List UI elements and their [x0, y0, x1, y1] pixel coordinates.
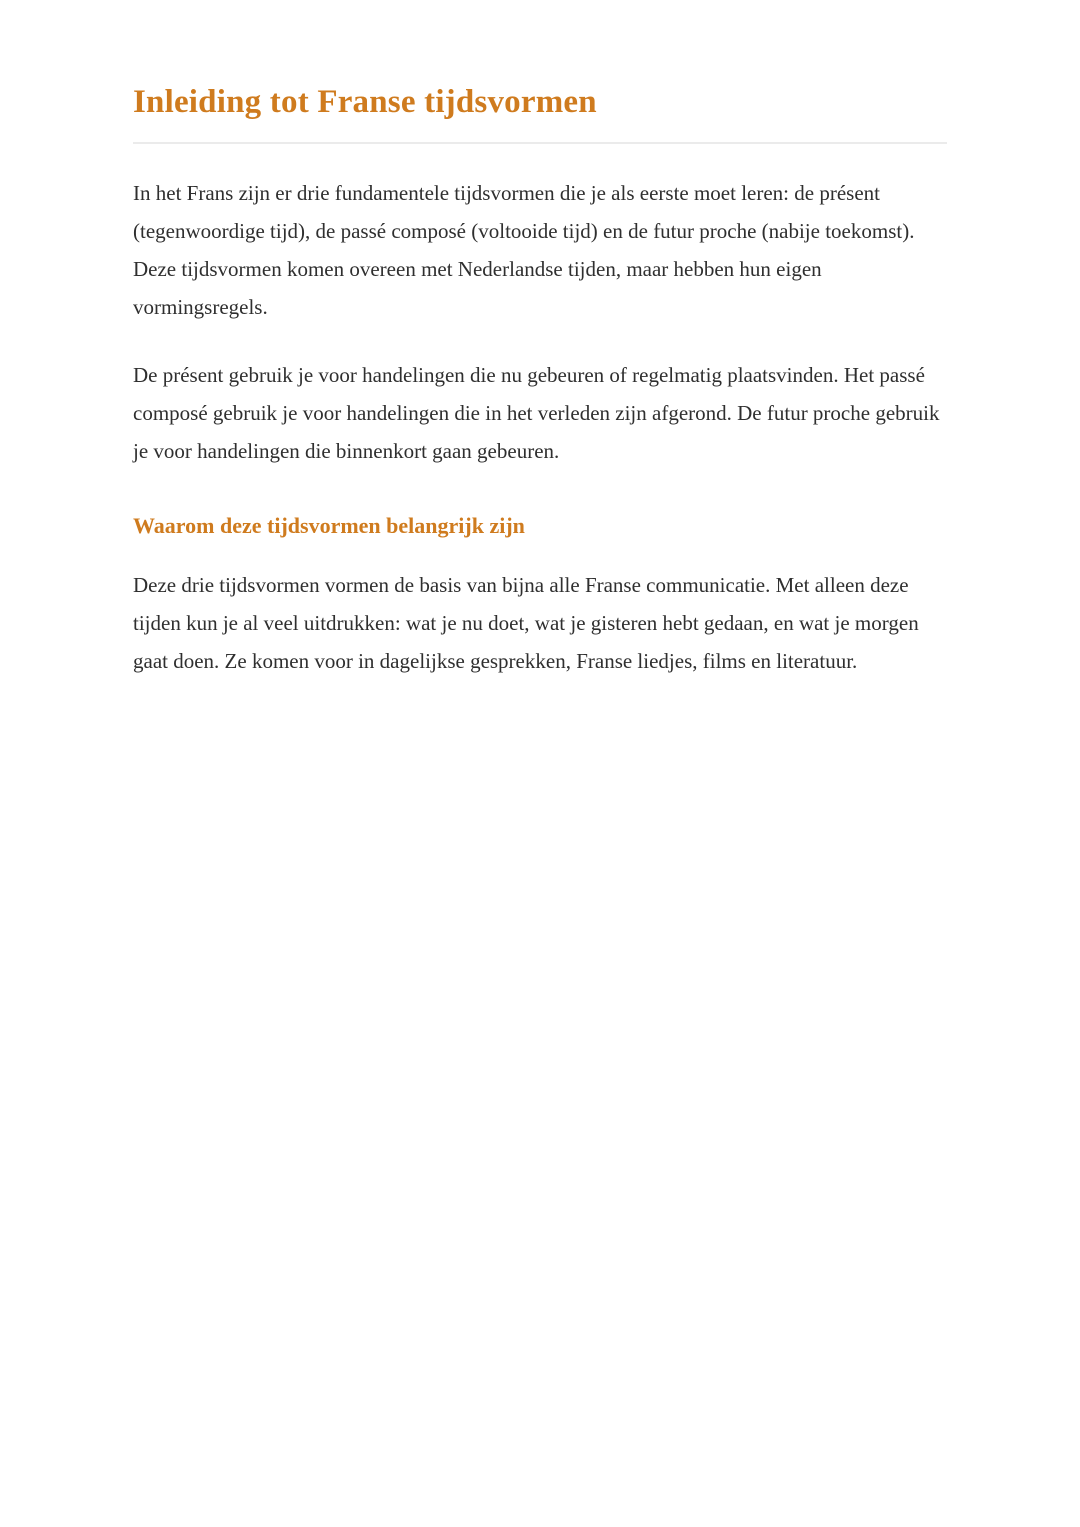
title-divider: [133, 142, 947, 144]
body-paragraph: Deze drie tijdsvormen vormen de basis van bijna alle Franse communicatie. Met alleen deze tijden kun je al veel uitdrukken: wat je nu doet, wat je gisteren hebt gedaan, en wat je morgen gaat doen. Ze komen voor in dagelijkse gesprekken, Franse liedjes, films en literatuur.: [133, 573, 919, 673]
section-heading: Waarom deze tijdsvormen belangrijk zijn: [133, 513, 525, 538]
section-why-important: [133, 512, 947, 680]
intro-paragraph: De présent gebruik je voor handelingen die nu gebeuren of regelmatig plaatsvinden. Het passé composé gebruik je voor handelingen die in het verleden zijn afgerond. De futur proche gebruik je voor handelingen die binnenkort gaan gebeuren.: [133, 363, 940, 463]
content-column: [133, 0, 947, 680]
intro-paragraph: In het Frans zijn er drie fundamentele tijdsvormen die je als eerste moet leren: de présent (tegenwoordige tijd), de passé composé (voltooide tijd) en de futur proche (nabije toekomst). Deze tijdsvormen komen overeen met Nederlandse tijden, maar hebben hun eigen vormingsregels.: [133, 181, 915, 319]
page-title: Inleiding tot Franse tijdsvormen: [133, 84, 597, 120]
